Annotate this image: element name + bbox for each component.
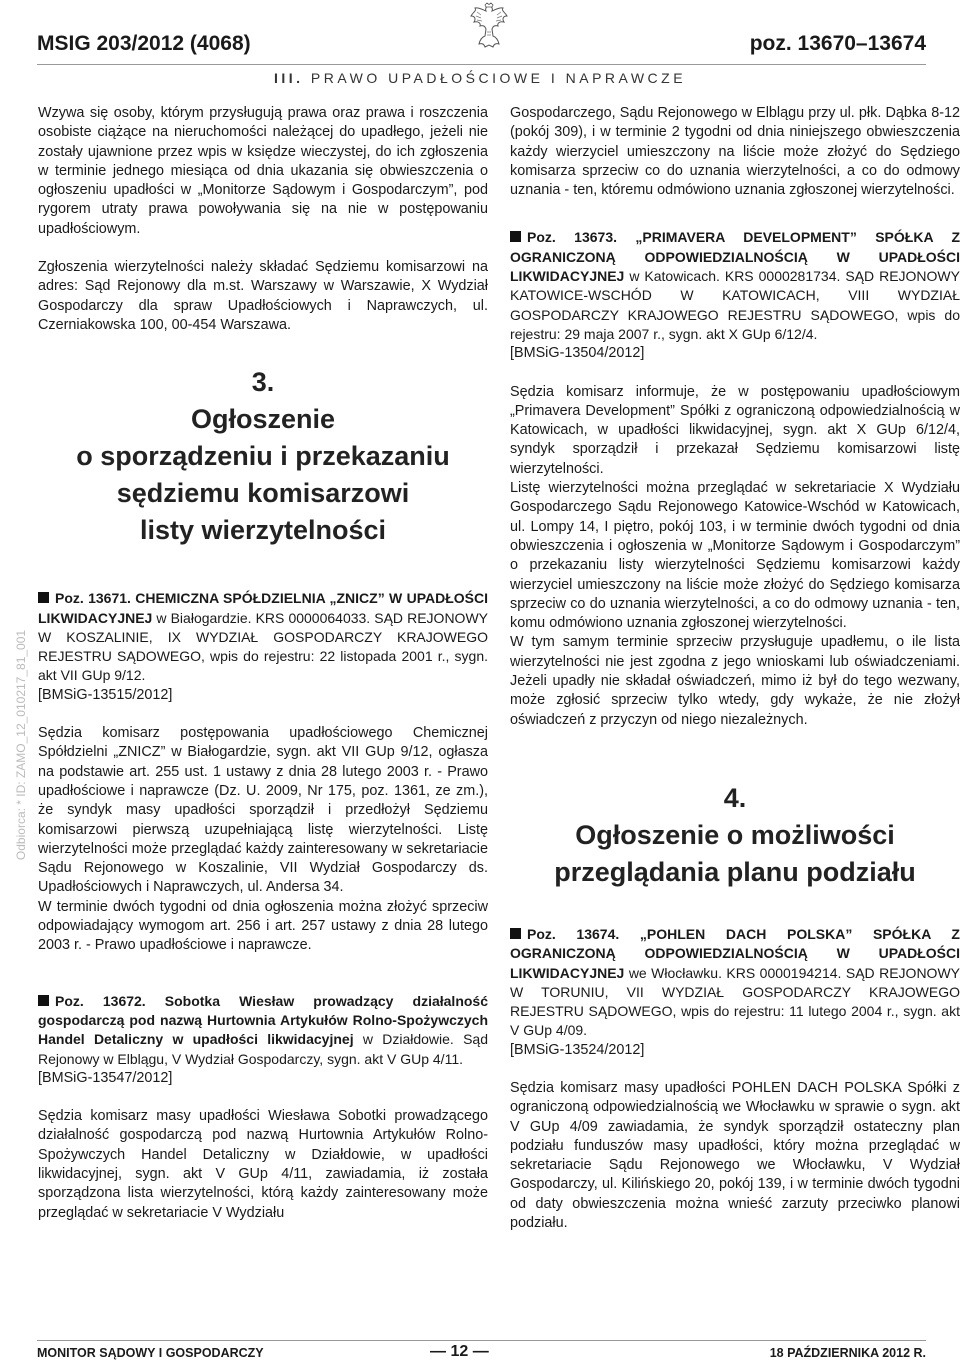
- entry-13673-ref: [BMSiG-13504/2012]: [510, 345, 645, 362]
- left-column: [38, 104, 488, 1223]
- entry-13672-ref: [BMSiG-13547/2012]: [38, 1069, 173, 1086]
- section-4-title-line1: Ogłoszenie o możliwości: [575, 819, 895, 850]
- entry-13672-title: Poz. 13672. Sobotka Wiesław prowadzący działalność gospodarczą pod nazwą Hurtownia Artykułów Rolno-Spożywczych Handel Detaliczny w upadłości likwidacyjnej: [38, 992, 488, 1048]
- entry-13674-header: [510, 925, 960, 1041]
- claims-address-paragraph: Zgłoszenia wierzytelności należy składać Sędziemu komisarzowi na adres: Sąd Rejonowy dla m.st. Warszawy w Warszawie, X Wydział Gospodarczy dla spraw Upadłościowych i Naprawczych, ul. Czerniakowska 100, 00-454 Warszawa.: [38, 259, 488, 333]
- entry-13673-title: Poz. 13673. „PRIMAVERA DEVELOPMENT” SPÓŁKA Z OGRANICZONĄ ODPOWIEDZIALNOŚCIĄ W UPADŁOŚCI LIKWIDACYJNEJ: [510, 229, 960, 285]
- entry-13673-body2: Listę wierzytelności można przeglądać w sekretariacie X Wydziału Gospodarczego Sądu Rejonowego Katowice-Wschód w Katowicach, ul. Lompy 14, I piętro, pokój 103, i w terminie dwóch tygodni od dnia obwieszczenia i ogłoszenia w „Monitorze Sądowym i Gospodarczym” o przekazaniu listy wierzytelności Sędziemu komisarzowi każdy wierzyciel umieszczony na liście może złożyć do Sędziego komisarza sprzeciw co do uznania wierzytelności, a co do odmowy uznania - ten, komu odmówiono uznania zgłoszonej wierzytelności.: [510, 480, 960, 632]
- footer-publication: MONITOR SĄDOWY I GOSPODARCZY: [37, 1346, 264, 1360]
- recipient-sidebar: [14, 545, 28, 945]
- section-3-number: 3.: [251, 367, 275, 398]
- polish-eagle-emblem-icon: [467, 2, 511, 52]
- entry-13673-body: Sędzia komisarz informuje, że w postępowaniu upadłościowym „Primavera Development” Spółki z ograniczoną odpowiedzialnością w Katowicach, w upadłości likwidacyjnej, sygn. akt X GUp 6/12/4, syndyk sporządził i przekazał Sędziemu komisarzowi listę wierzytelności.: [510, 383, 960, 477]
- continuation-paragraph: Gospodarczego, Sądu Rejonowego w Elblągu przy ul. płk. Dąbka 8-12 (pokój 309), i w terminie 2 tygodni od dnia niniejszego obwieszczenia każdy wierzyciel umieszczony na liście może złożyć do Sędziego komisarza sprzeciw co do uznania wierzytelności, a co do odmowy uznania - ten, któremu odmówiono uznania zgłoszonej wierzytelności.: [510, 105, 960, 199]
- entry-13671-body2: W terminie dwóch tygodni od dnia ogłoszenia można złożyć sprzeciw odpowiadający wymogom art. 256 i art. 257 ustawy z dnia 28 lutego 2003 r. - Prawo upadłościowe i naprawcze.: [38, 898, 488, 954]
- section-4-heading: [510, 780, 960, 891]
- section-4-title-line2: przeglądania planu podziału: [554, 856, 916, 887]
- issue-number: MSIG 203/2012 (4068): [37, 32, 251, 55]
- entry-bullet-icon: [510, 928, 521, 939]
- right-column: [510, 104, 960, 1233]
- footer-date: 18 PAŹDZIERNIKA 2012 R.: [769, 1346, 926, 1360]
- entry-13673-header: [510, 228, 960, 344]
- entry-bullet-icon: [510, 231, 521, 242]
- entry-13674-title: Poz. 13674. „POHLEN DACH POLSKA” SPÓŁKA Z OGRANICZONĄ ODPOWIEDZIALNOŚCIĄ W UPADŁOŚCI LIKWIDACYJNEJ: [510, 925, 960, 981]
- footer-divider: [37, 1340, 926, 1341]
- entry-13672-header: [38, 992, 488, 1069]
- entry-13671-ref: [BMSiG-13515/2012]: [38, 686, 173, 703]
- entry-bullet-icon: [38, 995, 49, 1006]
- entry-13671-title: Poz. 13671. CHEMICZNA SPÓŁDZIELNIA „ZNICZ” W UPADŁOŚCI LIKWIDACYJNEJ: [38, 590, 488, 626]
- entry-13673-body3: W tym samym terminie sprzeciw przysługuje upadłemu, o ile lista wierzytelności nie jest zgodna z jego wnioskami lub oświadczeniami. Jeżeli upadły nie składał oświadczeń, mimo iż był do tego wezwany, może zgłosić sprzeciw tylko wtedy, gdy wykaże, że nie złożył oświadczeń z przyczyn od niego niezależnych.: [510, 634, 960, 728]
- entry-bullet-icon: [38, 592, 49, 603]
- section-3-title-line2: o sporządzeniu i przekazaniu: [76, 441, 450, 472]
- recipient-id-text: Odbiorca: * ID: ZAMO_12_010217_81_001: [14, 629, 28, 861]
- section-3-title-line3: sędziemu komisarzowi: [116, 478, 410, 509]
- section-roman: III.: [273, 70, 304, 86]
- section-3-heading: [38, 364, 488, 549]
- entry-13671-body: Sędzia komisarz postępowania upadłościowego Chemicznej Spółdzielni „ZNICZ” w Białogardzie, sygn. akt VII GUp 9/12, ogłasza na podstawie art. 255 ust. 1 ustawy z dnia 28 lutego 2003 r. - Prawo upadłościowe i naprawcze (Dz. U. 2009, Nr 175, poz. 1361, ze zm.), że syndyk masy upadłości sporządził i przedłożył Sędziemu komisarzowi pierwszą uzupełniającą listę wierzytelności. Listę wierzytelności może przeglądać każdy zainteresowany w sekretariacie Sądu Rejonowego w Koszalinie, VII Wydział Gospodarczy ds. Upadłościowych i Naprawczych, ul. Andersa 34.: [38, 725, 488, 896]
- page-number: — 12 —: [430, 1343, 489, 1360]
- entry-13674-ref: [BMSiG-13524/2012]: [510, 1041, 645, 1058]
- position-range: poz. 13670–13674: [749, 32, 926, 55]
- entry-13671-details: w Białogardzie. KRS 0000064033. SĄD REJONOWY W KOSZALINIE, IX WYDZIAŁ GOSPODARCZY KRAJOWEGO REJESTRU SĄDOWEGO, wpis do rejestru: 22 listopada 2001 r., sygn. akt VII GUp 9/12.: [38, 609, 488, 684]
- entry-13673-details: w Katowicach. KRS 0000281734. SĄD REJONOWY KATOWICE-WSCHÓD W KATOWICACH, VIII WYDZIAŁ GOSPODARCZY KRAJOWEGO REJESTRU SĄDOWEGO, wpis do rejestru: 29 maja 2007 r., sygn. akt X GUp 6/12/4.: [510, 268, 960, 342]
- intro-paragraph: Wzywa się osoby, którym przysługują prawa oraz prawa i roszczenia osobiste ciążące na nieruchomości należącej do upadłego, jeżeli nie zostały ujawnione przez wpis w księdze wieczystej, do ich zgłoszenia w terminie jednego miesiąca od dnia ukazania się obwieszczenia o ogłoszeniu upadłości w „Monitorze Sądowym i Gospodarczym”, pod rygorem utraty prawa powoływania się na nie w postępowaniu upadłościowym.: [38, 105, 488, 237]
- header-divider: [37, 64, 926, 65]
- entry-13674-details: we Włocławku. KRS 0000194214. SĄD REJONOWY W TORUNIU, VII WYDZIAŁ GOSPODARCZY KRAJOWEGO REJESTRU SĄDOWEGO, wpis do rejestru: 11 lutego 2004 r., sygn. akt V GUp 4/09.: [510, 964, 960, 1039]
- section-3-title-line1: Ogłoszenie: [190, 404, 336, 435]
- section-3-title-line4: listy wierzytelności: [139, 515, 387, 546]
- entry-13674-body: Sędzia komisarz masy upadłości POHLEN DACH POLSKA Spółki z ograniczoną odpowiedzialnością we Włocławku w sprawie o sygn. akt V GUp 4/09 zawiadamia, że syndyk sporządził ostateczny plan podziału funduszów masy upadłości, który można przeglądać w sekretariacie Sądu Rejonowego we Włocławku, V Wydział Gospodarczy, ul. Kilińskiego 20, pokój 139, i w terminie dwóch tygodni od daty obwieszczenia można wnieść zarzuty przeciwko planowi podziału.: [510, 1079, 960, 1232]
- section-title: [0, 70, 960, 86]
- entry-13671-header: [38, 589, 488, 685]
- section-4-number: 4.: [723, 782, 747, 813]
- section-name: PRAWO UPADŁOŚCIOWE I NAPRAWCZE: [310, 70, 687, 86]
- entry-13672-body: Sędzia komisarz masy upadłości Wiesława Sobotki prowadzącego działalność gospodarczą pod nazwą Hurtownia Artykułów Rolno-Spożywczych Handel Detaliczny w Działdowie, w upadłości likwidacyjnej, sygn. akt V GUp 4/11, zawiadamia, iż została sporządzona lista wierzytelności, którą każdy zainteresowany może przeglądać w sekretariacie V Wydziału: [38, 1108, 488, 1221]
- entry-13672-details: w Działdowie. Sąd Rejonowy w Elblągu, V Wydział Gospodarczy, sygn. akt V GUp 4/11.: [38, 1031, 488, 1067]
